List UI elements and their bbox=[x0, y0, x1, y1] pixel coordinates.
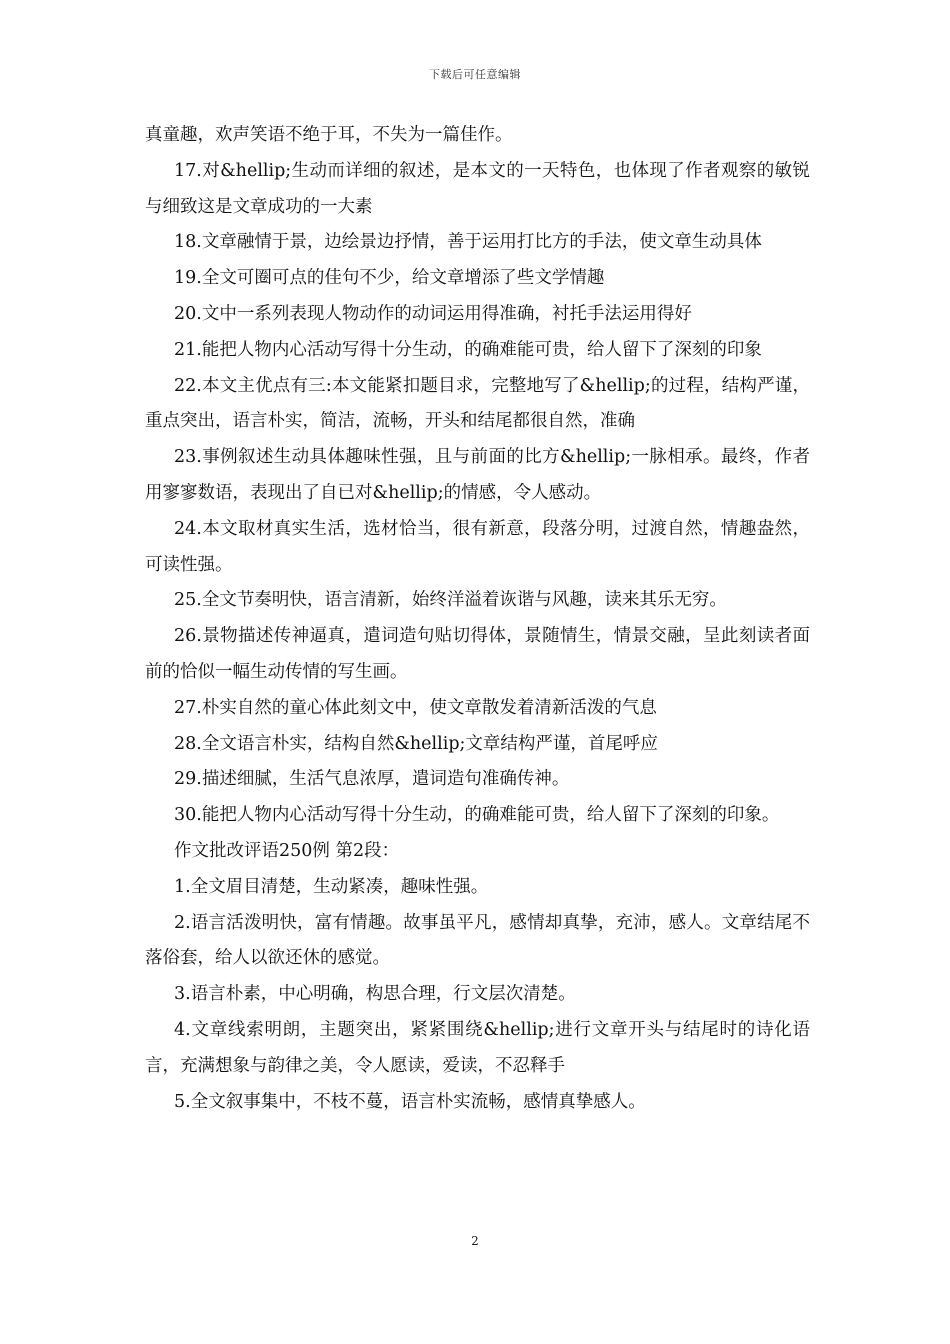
paragraph: 4.文章线索明朗，主题突出，紧紧围绕&hellip;进行文章开头与结尾时的诗化语言，充满想象与韵律之美，令人愿读，爱读，不忍释手 bbox=[145, 1019, 810, 1076]
paragraph: 21.能把人物内心活动写得十分生动，的确难能可贵，给人留下了深刻的印象 bbox=[174, 339, 762, 360]
paragraph: 28.全文语言朴实，结构自然&hellip;文章结构严谨，首尾呼应 bbox=[174, 733, 658, 754]
paragraph: 2.语言活泼明快，富有情趣。故事虽平凡，感情却真挚，充沛，感人。文章结尾不落俗套，给人以欲还休的感觉。 bbox=[145, 912, 810, 969]
paragraph: 27.朴实自然的童心体此刻文中，使文章散发着清新活泼的气息 bbox=[174, 697, 657, 718]
paragraph: 23.事例叙述生动具体趣味性强，且与前面的比方&hellip;一脉相承。最终，作者用寥寥数语，表现出了自已对&hellip;的情感，令人感动。 bbox=[145, 447, 810, 503]
paragraph: 18.文章融情于景，边绘景边抒情，善于运用打比方的手法，使文章生动具体 bbox=[174, 232, 762, 253]
page-header: 下载后可任意编辑 bbox=[429, 68, 521, 81]
paragraph: 22.本文主优点有三:本文能紧扣题目求，完整地写了&hellip;的过程，结构严谨，重点突出，语言朴实，简洁，流畅，开头和结尾都很自然，准确 bbox=[145, 375, 810, 432]
paragraph: 真童趣，欢声笑语不绝于耳，不失为一篇佳作。 bbox=[145, 125, 513, 145]
paragraph: 5.全文叙事集中，不枝不蔓，语言朴实流畅，感情真挚感人。 bbox=[174, 1091, 646, 1112]
paragraph: 3.语言朴素，中心明确，构思合理，行文层次清楚。 bbox=[174, 984, 576, 1005]
paragraph: 24.本文取材真实生活，选材恰当，很有新意，段落分明，过渡自然，情趣盎然，可读性强。 bbox=[145, 518, 810, 575]
paragraph: 1.全文眉目清楚，生动紧凑，趣味性强。 bbox=[174, 876, 489, 897]
section-heading: 作文批改评语250例 第2段： bbox=[174, 840, 400, 861]
paragraph: 30.能把人物内心活动写得十分生动，的确难能可贵，给人留下了深刻的印象。 bbox=[174, 805, 780, 826]
paragraph: 25.全文节奏明快，语言清新，始终洋溢着诙谐与风趣，读来其乐无穷。 bbox=[174, 590, 727, 611]
page-number: 2 bbox=[471, 1234, 479, 1248]
paragraph: 29.描述细腻，生活气息浓厚，遣词造句准确传神。 bbox=[174, 769, 570, 790]
document-body bbox=[145, 118, 810, 1120]
paragraph: 17.对&hellip;生动而详细的叙述，是本文的一天特色，也体现了作者观察的敏锐与细致这是文章成功的一大素 bbox=[145, 160, 810, 217]
paragraph: 26.景物描述传神逼真，遣词造句贴切得体，景随情生，情景交融，呈此刻读者面前的恰似一幅生动传情的写生画。 bbox=[145, 626, 810, 682]
paragraph: 20.文中一系列表现人物动作的动词运用得准确，衬托手法运用得好 bbox=[174, 303, 692, 324]
paragraph: 19.全文可圈可点的佳句不少，给文章增添了些文学情趣 bbox=[174, 268, 605, 289]
